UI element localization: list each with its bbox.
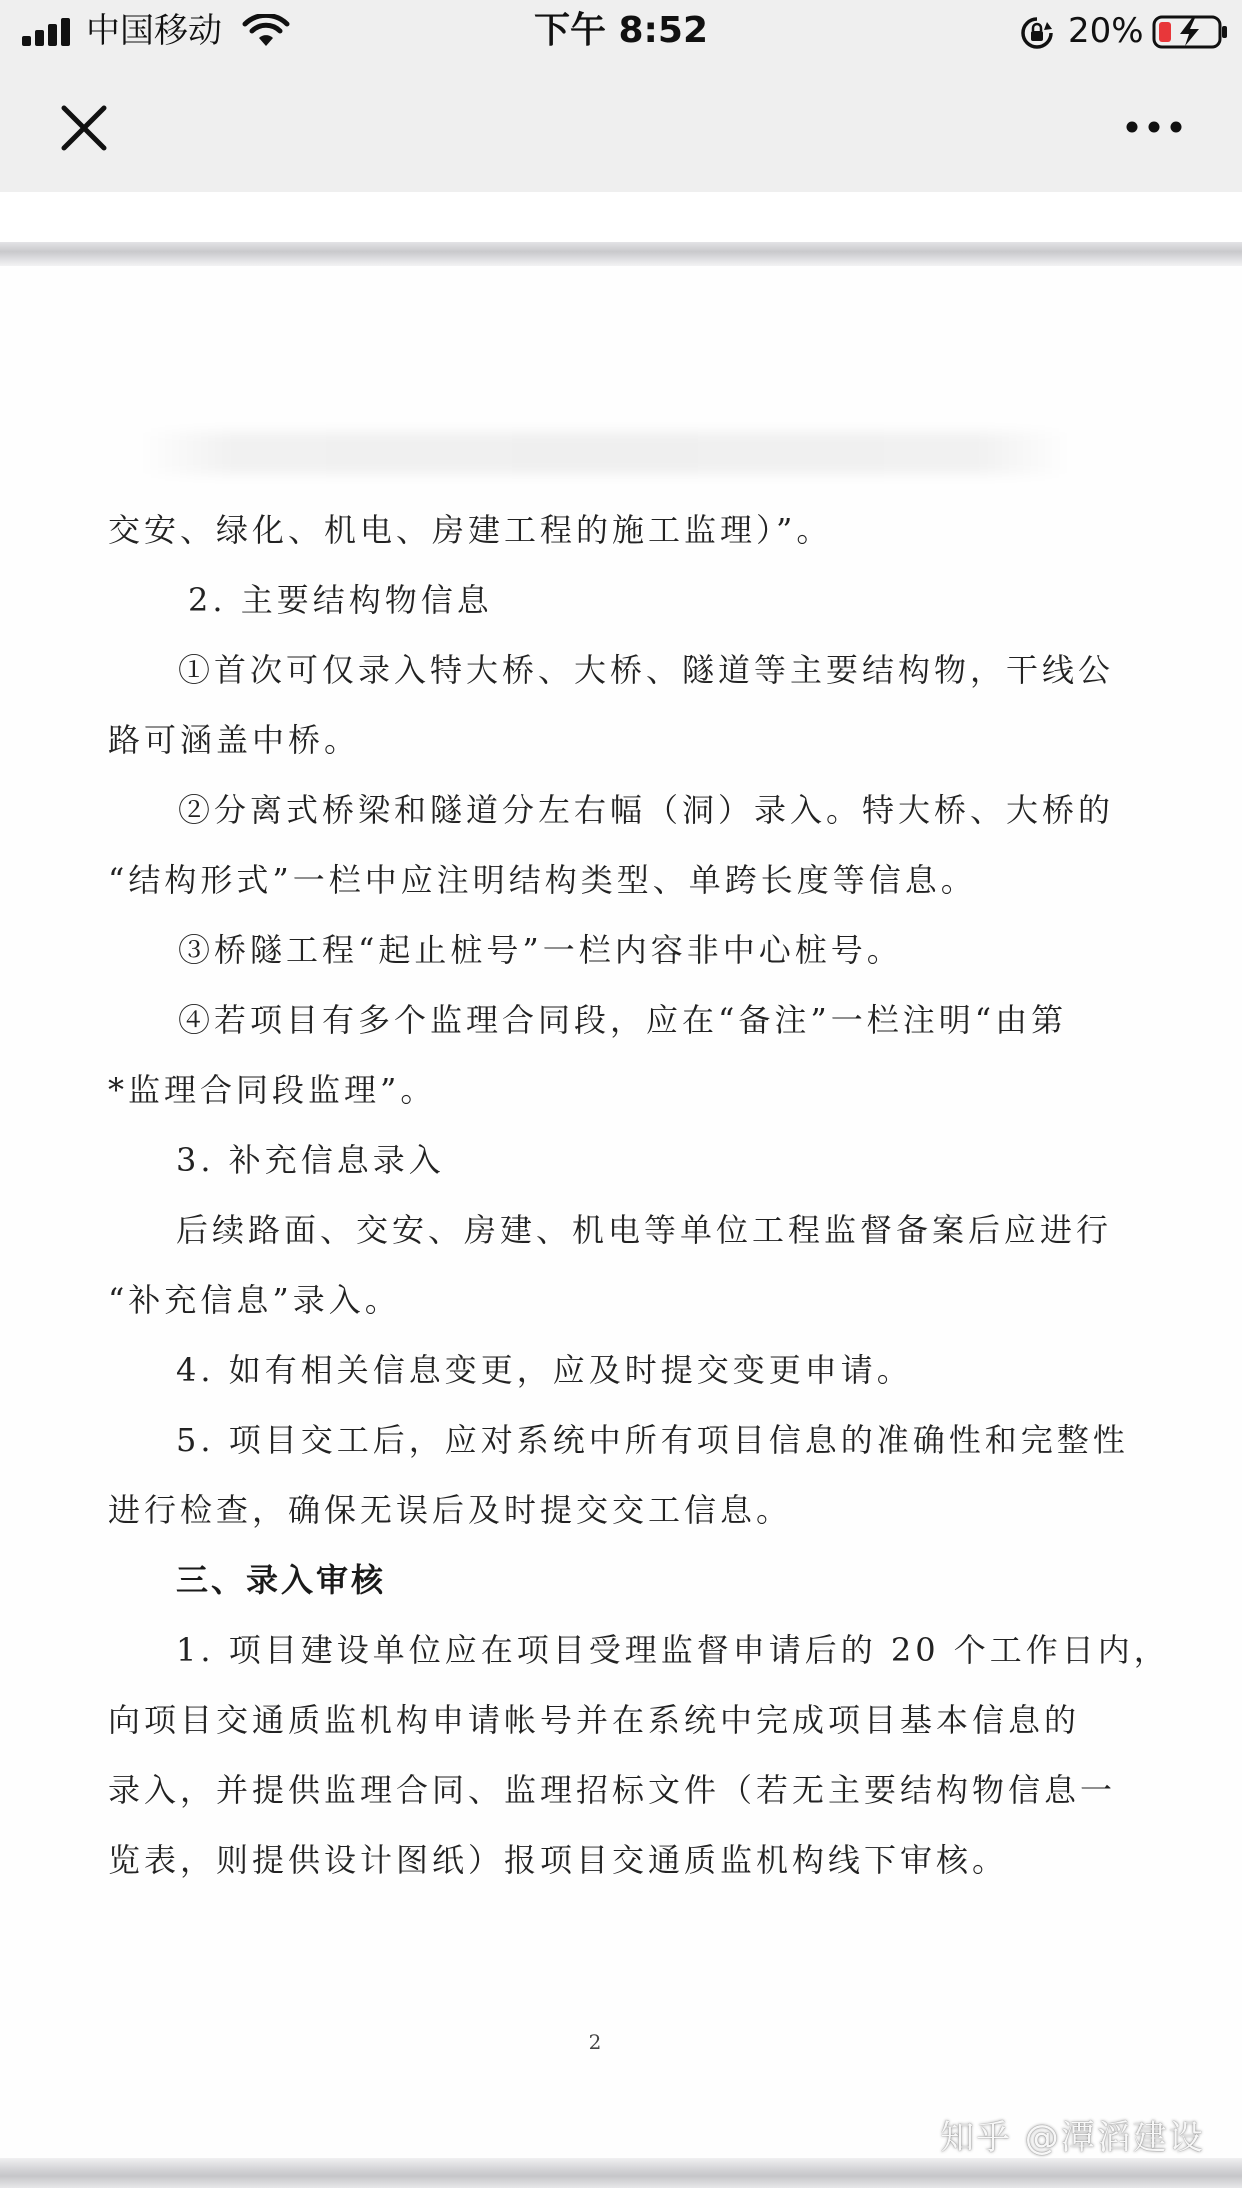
doc-line: ②分离式桥梁和隧道分左右幅（洞）录入。特大桥、大桥的 <box>178 791 1115 829</box>
carrier-label: 中国移动 <box>86 11 222 51</box>
doc-line: 5. 项目交工后，应对系统中所有项目信息的准确性和完整性 <box>176 1421 1129 1459</box>
doc-line: 3. 补充信息录入 <box>176 1141 445 1179</box>
page-separator <box>0 2158 1242 2188</box>
page-number: 2 <box>588 2030 602 2054</box>
doc-line: 后续路面、交安、房建、机电等单位工程监督备案后应进行 <box>176 1211 1113 1249</box>
doc-line: ③桥隧工程“起止桩号”一栏内容非中心桩号。 <box>178 931 903 969</box>
bleed-through-shadow <box>140 432 1070 474</box>
doc-line: 录入，并提供监理合同、监理招标文件（若无主要结构物信息一 <box>108 1771 1117 1809</box>
doc-line: “结构形式”一栏中应注明结构类型、单跨长度等信息。 <box>108 861 977 899</box>
status-bar <box>0 0 1242 62</box>
battery-percent: 20% <box>1068 11 1144 51</box>
doc-line: 进行检查，确保无误后及时提交交工信息。 <box>108 1491 793 1529</box>
battery-icon <box>1152 14 1230 50</box>
document-page <box>0 266 1242 2158</box>
doc-line: “补充信息”录入。 <box>108 1281 401 1319</box>
nav-bar <box>0 62 1242 192</box>
section-heading: 三、录入审核 <box>176 1561 387 1599</box>
doc-line: *监理合同段监理”。 <box>108 1071 437 1109</box>
orientation-lock-icon <box>1020 16 1054 50</box>
doc-line: 1. 项目建设单位应在项目受理监督申请后的 20 个工作日内， <box>176 1631 1170 1669</box>
doc-line: 交安、绿化、机电、房建工程的施工监理）”。 <box>108 511 833 549</box>
doc-line: 路可涵盖中桥。 <box>108 721 361 759</box>
page-separator <box>0 242 1242 266</box>
watermark: 知乎 @潭滔建设 <box>940 2118 1205 2158</box>
doc-line: 2. 主要结构物信息 <box>188 581 493 619</box>
more-icon[interactable] <box>1124 112 1184 142</box>
doc-line: ①首次可仅录入特大桥、大桥、隧道等主要结构物，干线公 <box>178 651 1115 689</box>
clock: 下午 8:52 <box>533 10 709 51</box>
doc-line: 4. 如有相关信息变更，应及时提交变更申请。 <box>176 1351 913 1389</box>
doc-line: ④若项目有多个监理合同段，应在“备注”一栏注明“由第 <box>178 1001 1068 1039</box>
doc-line: 览表，则提供设计图纸）报项目交通质监机构线下审核。 <box>108 1841 1009 1879</box>
close-icon[interactable] <box>56 100 112 156</box>
doc-line: 向项目交通质监机构申请帐号并在系统中完成项目基本信息的 <box>108 1701 1081 1739</box>
